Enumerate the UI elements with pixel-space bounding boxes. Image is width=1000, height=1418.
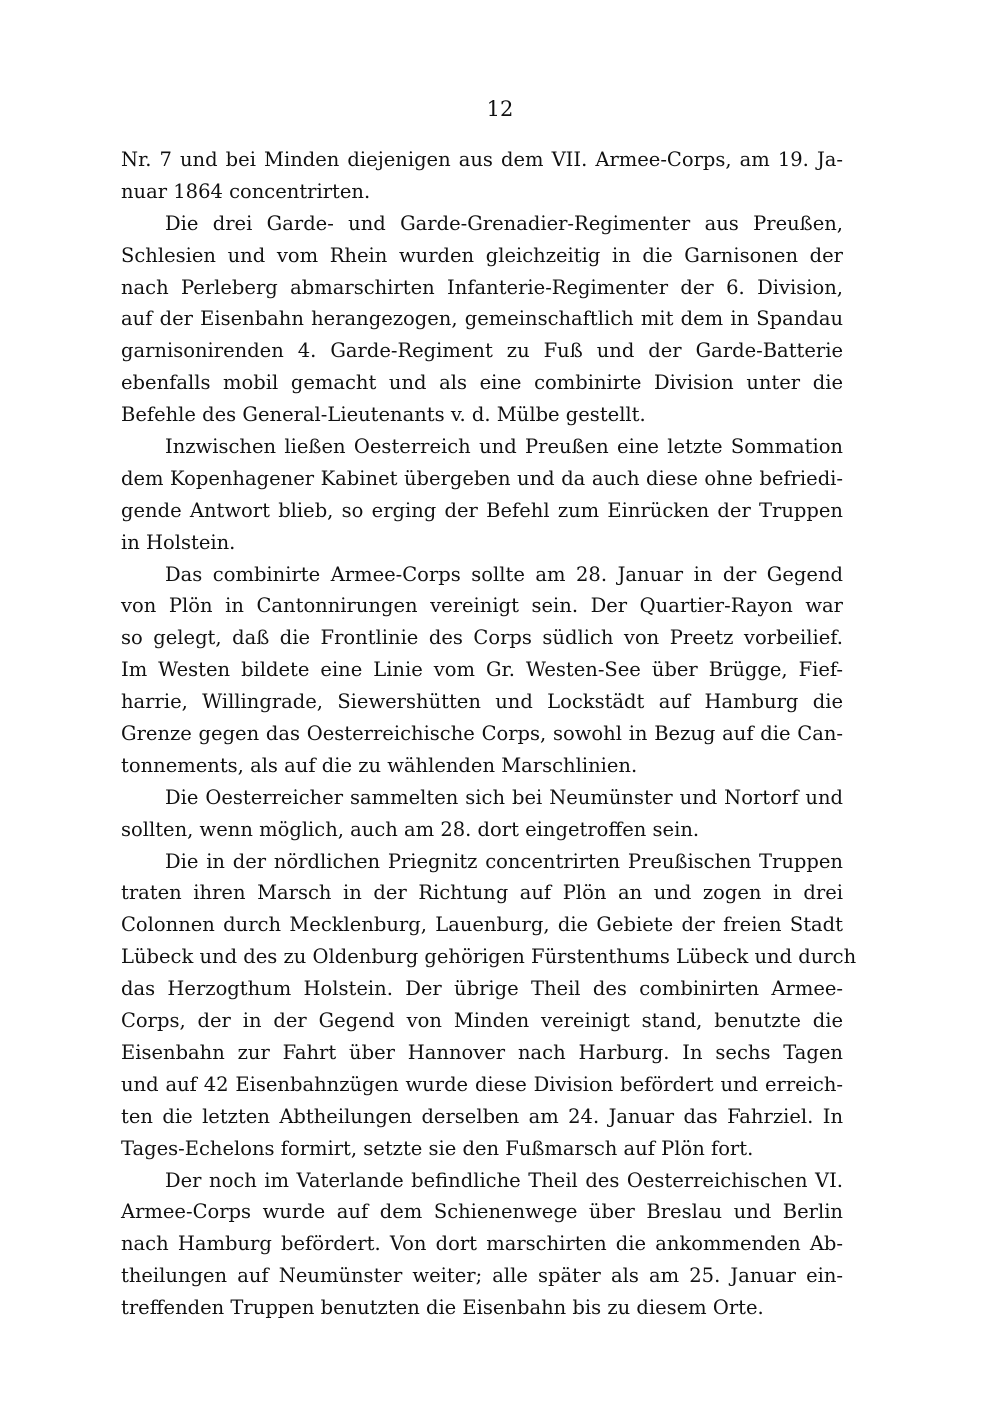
text-line: Die drei Garde- und Garde-Grenadier-Regimenter aus Preußen,: [165, 211, 843, 235]
text-line: das Herzogthum Holstein. Der übrige Theil des combinirten Armee-: [121, 977, 843, 1001]
text-line: dem Kopenhagener Kabinet übergeben und da auch diese ohne befriedi-: [121, 466, 843, 490]
text-line: Lübeck und des zu Oldenburg gehörigen Fürstenthums Lübeck und durch: [121, 945, 857, 969]
text-line: Das combinirte Armee-Corps sollte am 28. Januar in der Gegend: [165, 562, 843, 586]
text-line: Eisenbahn zur Fahrt über Hannover nach Harburg. In sechs Tagen: [121, 1040, 843, 1064]
text-line: so gelegt, daß die Frontlinie des Corps südlich von Preetz vorbeilief.: [121, 626, 843, 650]
text-line: tonnements, als auf die zu wählenden Marschlinien.: [121, 753, 638, 777]
text-line: und auf 42 Eisenbahnzügen wurde diese Division befördert und erreich-: [121, 1072, 843, 1096]
text-line: Die Oesterreicher sammelten sich bei Neumünster und Nortorf und: [165, 785, 843, 809]
text-line: Im Westen bildete eine Linie vom Gr. Westen-See über Brügge, Fief-: [121, 658, 843, 682]
text-line: harrie, Willingrade, Siewershütten und Lockstädt auf Hamburg die: [121, 690, 843, 714]
text-line: Armee-Corps wurde auf dem Schienenwege über Breslau und Berlin: [121, 1200, 843, 1224]
text-line: nach Hamburg befördert. Von dort marschirten die ankommenden Ab-: [121, 1232, 843, 1256]
text-line: Colonnen durch Mecklenburg, Lauenburg, die Gebiete der freien Stadt: [121, 913, 843, 937]
text-line: nuar 1864 concentrirten.: [121, 179, 371, 203]
page-number: 12: [486, 97, 514, 121]
text-line: traten ihren Marsch in der Richtung auf Plön an und zogen in drei: [121, 881, 843, 905]
text-line: Die in der nördlichen Priegnitz concentrirten Preußischen Truppen: [165, 849, 843, 873]
text-line: in Holstein.: [121, 530, 236, 554]
text-line: Grenze gegen das Oesterreichische Corps, sowohl in Bezug auf die Can-: [121, 722, 843, 746]
text-line: treffenden Truppen benutzten die Eisenbahn bis zu diesem Orte.: [121, 1296, 764, 1320]
text-line: Der noch im Vaterlande befindliche Theil des Oesterreichischen VI.: [165, 1168, 843, 1192]
text-line: Corps, der in der Gegend von Minden vereinigt stand, benutzte die: [121, 1009, 843, 1033]
text-line: Schlesien und vom Rhein wurden gleichzeitig in die Garnisonen der: [121, 243, 843, 267]
text-line: Inzwischen ließen Oesterreich und Preußen eine letzte Sommation: [165, 435, 843, 459]
text-line: von Plön in Cantonnirungen vereinigt sein. Der Quartier-Rayon war: [121, 594, 843, 618]
text-line: auf der Eisenbahn herangezogen, gemeinschaftlich mit dem in Spandau: [121, 307, 843, 331]
text-line: Nr. 7 und bei Minden diejenigen aus dem VII. Armee-Corps, am 19. Ja-: [121, 148, 843, 171]
body-text: [121, 144, 857, 1324]
text-line: theilungen auf Neumünster weiter; alle später als am 25. Januar ein-: [121, 1264, 843, 1288]
text-line: garnisonirenden 4. Garde-Regiment zu Fuß und der Garde-Batterie: [121, 339, 843, 363]
text-line: ebenfalls mobil gemacht und als eine combinirte Division unter die: [121, 371, 843, 395]
text-line: Befehle des General-Lieutenants v. d. Mülbe gestellt.: [121, 403, 646, 427]
text-line: Tages-Echelons formirt, setzte sie den Fußmarsch auf Plön fort.: [121, 1136, 754, 1160]
text-line: ten die letzten Abtheilungen derselben am 24. Januar das Fahrziel. In: [121, 1104, 843, 1128]
text-line: gende Antwort blieb, so erging der Befehl zum Einrücken der Truppen: [121, 498, 843, 522]
text-line: nach Perleberg abmarschirten Infanterie-Regimenter der 6. Division,: [121, 275, 843, 299]
text-line: sollten, wenn möglich, auch am 28. dort eingetroffen sein.: [121, 817, 700, 841]
